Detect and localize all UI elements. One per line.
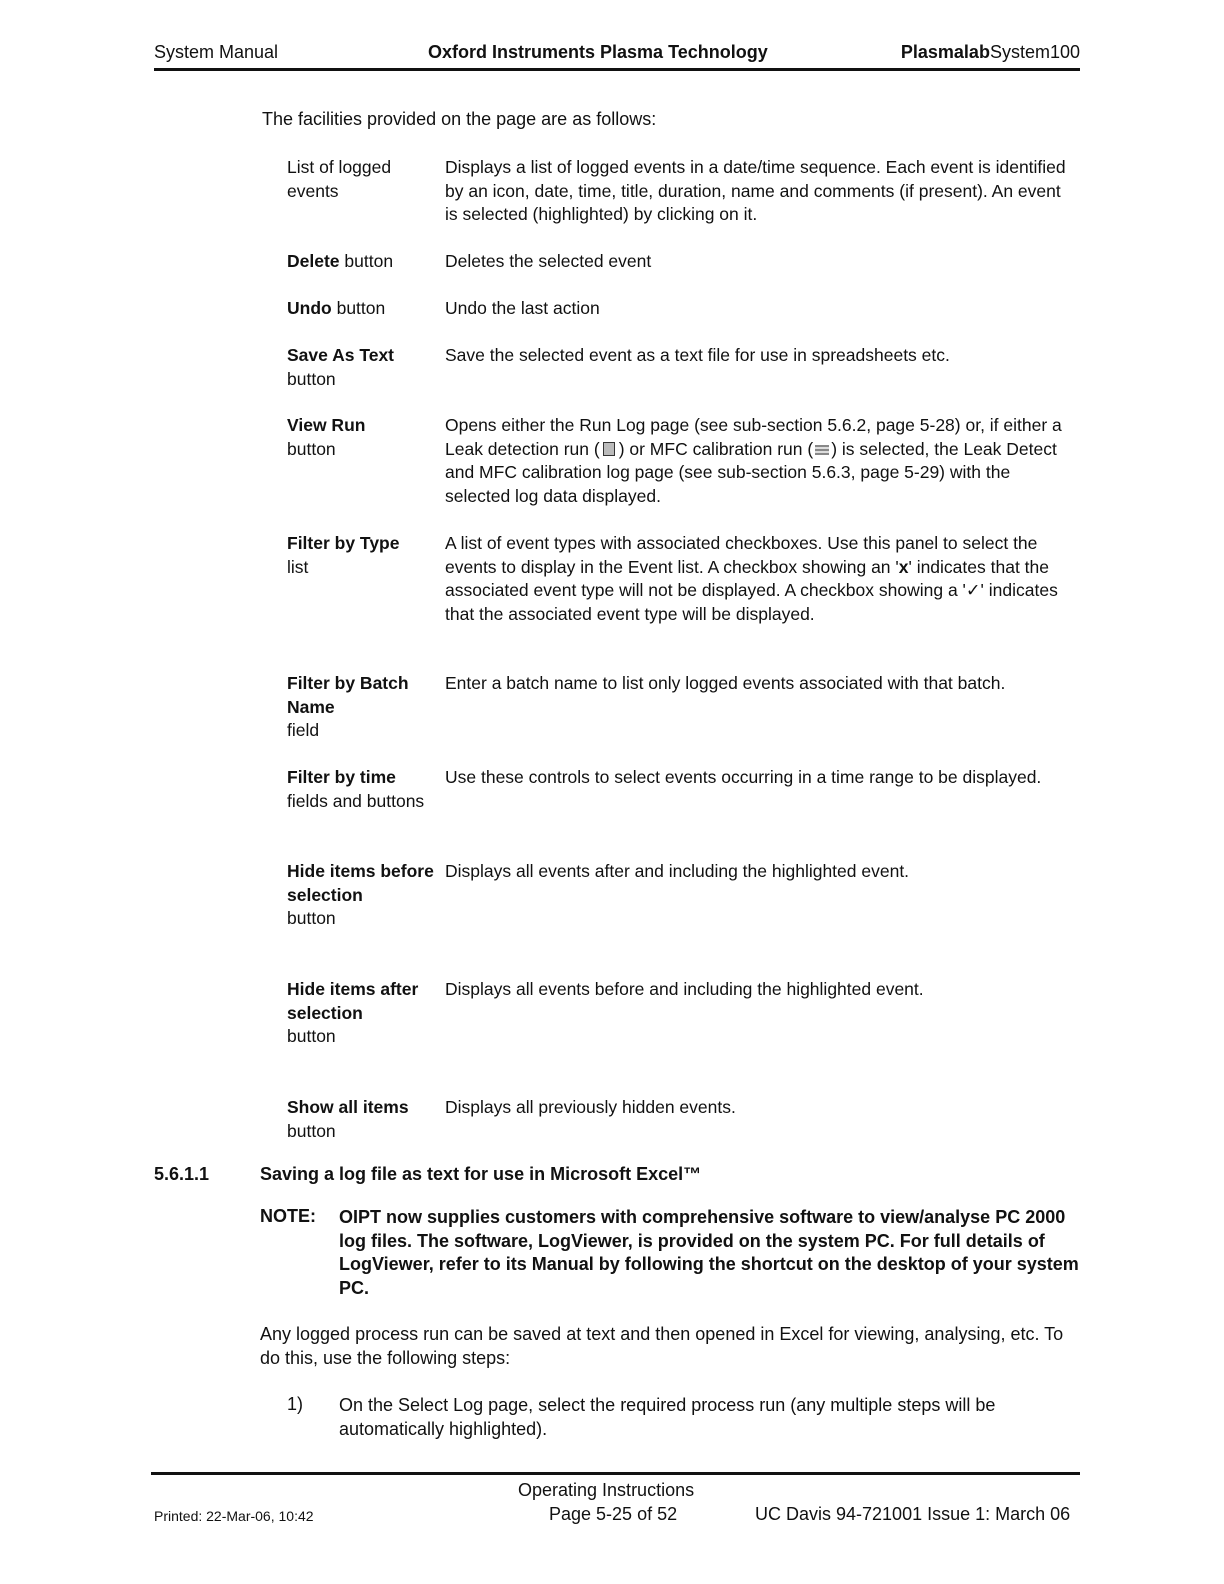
mfc-calibration-icon xyxy=(815,445,829,455)
facility-desc: Displays all previously hidden events. xyxy=(445,1097,736,1117)
facility-row xyxy=(287,672,1087,766)
facility-term: Save As Text button xyxy=(287,345,394,389)
facility-term: List of logged events xyxy=(287,157,392,201)
facility-desc: Deletes the selected event xyxy=(445,251,652,271)
facility-desc: A list of event types with associated checkboxes. Use this panel to select the events to display in the Event list. A checkbox showing an 'x' indicates that the associated event type will not be displayed. A checkbox showing a '✓' indicates that the associated event type will be displayed. xyxy=(445,533,1058,624)
header-product xyxy=(901,42,1080,63)
facility-term: Hide items before selection button xyxy=(287,861,434,928)
facility-row xyxy=(287,414,1087,532)
facility-term: Show all items button xyxy=(287,1097,409,1141)
facility-term: View Run button xyxy=(287,415,366,459)
facility-row xyxy=(287,156,1087,250)
facility-term: Delete button xyxy=(287,251,394,271)
footer-printed-date: Printed: 22-Mar-06, 10:42 xyxy=(154,1508,314,1524)
facility-desc: Enter a batch name to list only logged events associated with that batch. xyxy=(445,673,1006,693)
facility-term: Filter by Batch Name field xyxy=(287,673,409,740)
facilities-table xyxy=(287,156,1087,1146)
facility-term: Filter by time fields and buttons xyxy=(287,767,425,811)
note-text: OIPT now supplies customers with comprehensive software to view/analyse PC 2000 log files. The software, LogViewer, is provided on the system PC. For full details of LogViewer, refer to its Manual by following the shortcut on the desktop of your system PC. xyxy=(339,1207,1079,1298)
facility-desc: Opens either the Run Log page (see sub-section 5.6.2, page 5-28) or, if either a Leak detection run ( ) or MFC calibration run ( ) is selected, the Leak Detect and MFC calibration log page (see sub-section 5.6.3, page 5-29) with the selected log data displayed. xyxy=(445,415,1062,506)
facility-row xyxy=(287,1096,1087,1146)
body-paragraph: Any logged process run can be saved at text and then opened in Excel for viewing, analysing, etc. To do this, use the following steps: xyxy=(260,1324,1064,1368)
header-manual-name: System Manual xyxy=(154,42,279,62)
footer-page-number: Page 5-25 of 52 xyxy=(549,1504,678,1524)
facility-term: Undo button xyxy=(287,298,386,318)
facility-row xyxy=(287,766,1087,860)
facility-desc: Displays all events before and including the highlighted event. xyxy=(445,979,924,999)
header-product-regular: System100 xyxy=(989,42,1080,62)
facility-row xyxy=(287,344,1087,414)
header-company: Oxford Instruments Plasma Technology xyxy=(428,42,768,62)
facility-row xyxy=(287,532,1087,672)
footer-doc-id: UC Davis 94-721001 Issue 1: March 06 xyxy=(755,1504,1071,1524)
page-header xyxy=(154,40,1080,71)
facility-row xyxy=(287,250,1087,297)
facility-term: Hide items after selection button xyxy=(287,979,419,1046)
facility-row xyxy=(287,297,1087,344)
step-text: On the Select Log page, select the required process run (any multiple steps will be automatically highlighted). xyxy=(339,1395,996,1439)
facility-term: Filter by Type list xyxy=(287,533,400,577)
facility-desc: Displays a list of logged events in a date/time sequence. Each event is identified by an icon, date, time, title, duration, name and comments (if present). An event is selected (highlighted) by clicking on it. xyxy=(445,157,1066,224)
facility-desc: Undo the last action xyxy=(445,298,600,318)
section-number: 5.6.1.1 xyxy=(154,1164,210,1184)
footer-divider xyxy=(151,1472,1080,1475)
section-title: Saving a log file as text for use in Microsoft Excel™ xyxy=(260,1164,702,1184)
facility-row xyxy=(287,978,1087,1096)
header-product-bold: Plasmalab xyxy=(900,42,990,62)
intro-text: The facilities provided on the page are as follows: xyxy=(262,109,657,129)
facility-desc: Use these controls to select events occurring in a time range to be displayed. xyxy=(445,767,1042,787)
facility-desc: Displays all events after and including the highlighted event. xyxy=(445,861,910,881)
facility-row xyxy=(287,860,1087,978)
leak-detection-icon xyxy=(603,442,615,456)
facility-desc: Save the selected event as a text file for use in spreadsheets etc. xyxy=(445,345,950,365)
step-number: 1) xyxy=(287,1394,304,1414)
note-label: NOTE: xyxy=(260,1206,316,1226)
footer-doc-title: Operating Instructions xyxy=(518,1480,695,1500)
